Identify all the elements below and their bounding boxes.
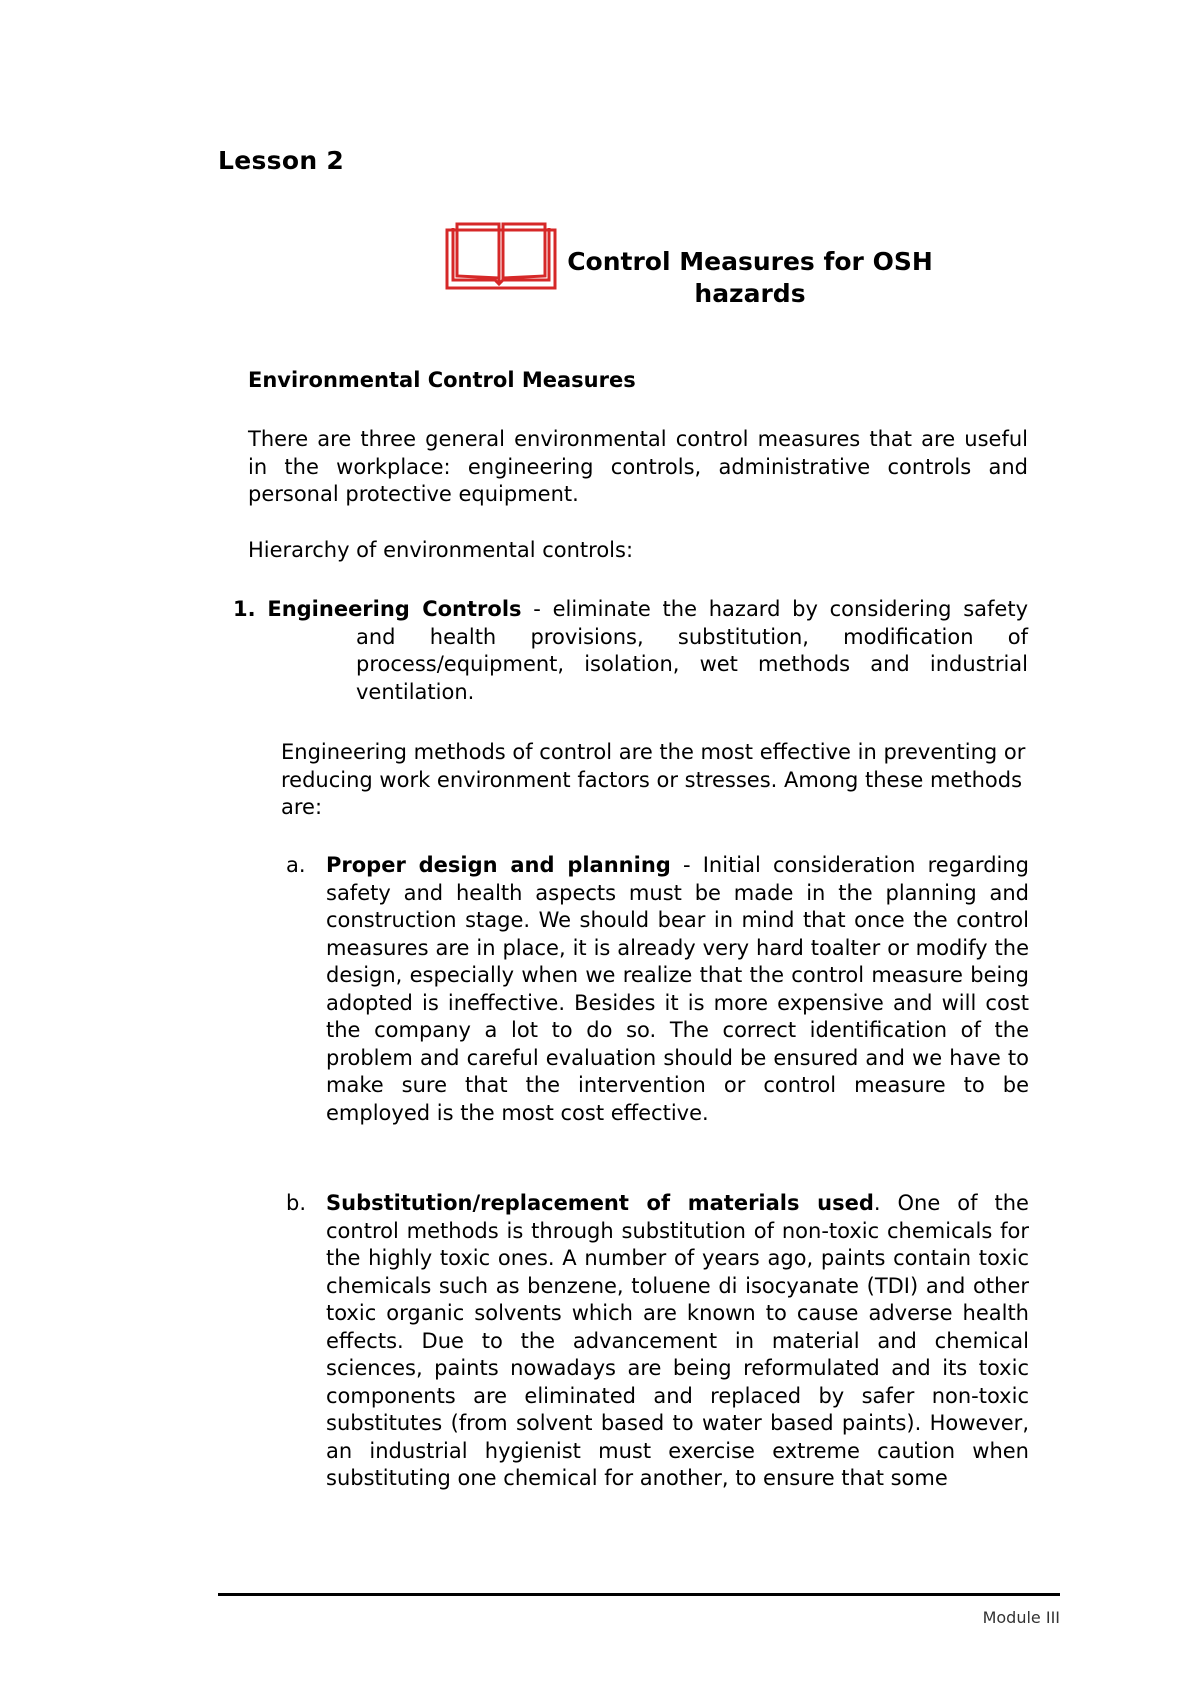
intro-paragraph: There are three general environmental control measures that are useful in the workplace: engineering controls, administrative controls and personal protective equipment. (248, 427, 1028, 506)
item1-continuation: and health provisions, substitution, modification of process/equipment, isolation, wet methods and industrial ventilation. (356, 624, 1028, 704)
sub-a-marker: a. (286, 853, 306, 877)
sub-b-marker: b. (286, 1191, 307, 1215)
lesson-title (560, 246, 940, 310)
section-heading: Environmental Control Measures (248, 368, 636, 392)
sub-item-substitution (286, 1190, 1029, 1493)
sub-b-separator: . (873, 1191, 898, 1215)
item1-first-line (233, 596, 1028, 624)
item1-term: Engineering Controls (267, 597, 522, 621)
sub-b-term: Substitution/replacement of materials used (326, 1191, 874, 1215)
item1-number: 1. (233, 597, 256, 621)
sub-a-separator: - (670, 853, 703, 877)
sub-a-term: Proper design and planning (326, 853, 671, 877)
footer-module-label: Module III (982, 1608, 1060, 1627)
lesson-label: Lesson 2 (218, 146, 345, 175)
hierarchy-label: Hierarchy of environmental controls: (248, 538, 634, 562)
title-line-1: Control Measures for OSH (567, 247, 933, 276)
item1-separator: - (521, 597, 553, 621)
list-item-engineering-controls (233, 596, 1028, 706)
sub-b-text: One of the control methods is through substitution of non-toxic chemicals for the highly toxic ones. A number of years ago, paints contain toxic chemicals such as benzene, toluene di isocyanate (TDI) and other toxic organic solvents which are known to cause adverse health effects. Due to the advancement in material and chemical sciences, paints nowadays are being reformulated and its toxic components are eliminated and replaced by safer non-toxic substitutes (from solvent based to water based paints). However, an industrial hygienist must exercise extreme caution when substituting one chemical for another, to ensure that some (326, 1191, 1029, 1490)
sub-a-text: Initial consideration regarding safety and health aspects must be made in the planning and construction stage. We should bear in mind that once the control measures are in place, it is already very hard toalter or modify the design, especially when we realize that the control measure being adopted is ineffective. Besides it is more expensive and will cost the company a lot to do so. The correct identification of the problem and careful evaluation should be ensured and we have to make sure that the intervention or control measure to be employed is the most cost effective. (326, 853, 1029, 1125)
engineering-paragraph: Engineering methods of control are the most effective in preventing or reducing work environment factors or stresses. Among these methods are: (281, 740, 1026, 819)
sub-item-design-planning (286, 852, 1029, 1127)
book-icon (445, 218, 557, 293)
title-line-2: hazards (694, 279, 806, 308)
item1-first-text: eliminate the hazard by considering safety (552, 597, 1028, 621)
footer-rule (218, 1593, 1060, 1596)
